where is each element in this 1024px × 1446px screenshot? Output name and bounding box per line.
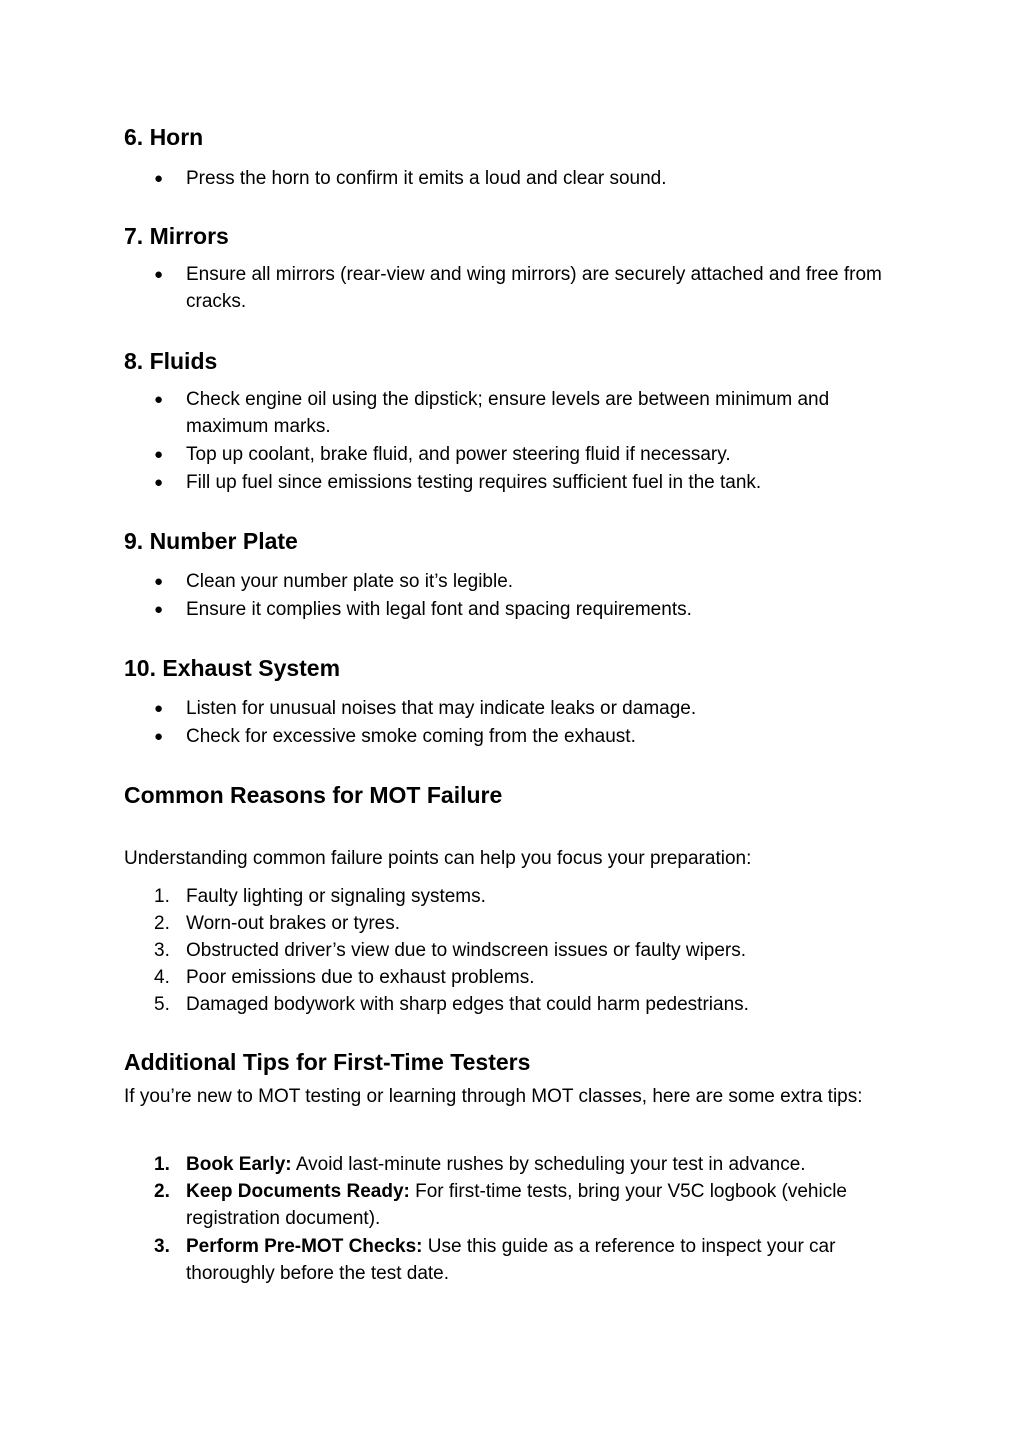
list-text: Worn-out brakes or tyres. (186, 913, 401, 934)
list-item (124, 1178, 894, 1232)
section-heading-fluids: 8. Fluids (124, 348, 218, 374)
list-item: ● Fill up fuel since emissions testing requires sufficient fuel in the tank. (124, 469, 894, 496)
list-item: ● Check engine oil using the dipstick; ensure levels are between minimum and maximum marks. (124, 386, 894, 440)
list-number: 3. (154, 1236, 170, 1257)
list-item: ● Top up coolant, brake fluid, and power steering fluid if necessary. (124, 441, 894, 468)
list-item: ● Ensure it complies with legal font and spacing requirements. (124, 596, 904, 623)
list-item (124, 964, 904, 991)
tip-text: For first-time tests, bring your V5C logbook (vehicle registration document). (186, 1181, 848, 1229)
section-heading-mirrors: 7. Mirrors (124, 223, 229, 249)
list-item (124, 910, 904, 937)
list-item: ● Check for excessive smoke coming from the exhaust. (124, 723, 904, 750)
section-heading-failure: Common Reasons for MOT Failure (124, 782, 503, 808)
tips-intro: If you’re new to MOT testing or learning through MOT classes, here are some extra tips: (124, 1086, 863, 1107)
list-text: Poor emissions due to exhaust problems. (186, 967, 535, 988)
section-heading-horn: 6. Horn (124, 124, 204, 150)
tip-text: Use this guide as a reference to inspect your car thoroughly before the test date. (186, 1236, 836, 1284)
tip-label: Keep Documents Ready: (186, 1181, 410, 1202)
section-heading-number-plate: 9. Number Plate (124, 528, 298, 554)
tip-label: Perform Pre-MOT Checks: (186, 1236, 423, 1257)
list-number: 4. (154, 967, 170, 988)
failure-list (124, 883, 904, 1018)
list-number: 5. (154, 994, 170, 1015)
failure-intro: Understanding common failure points can help you focus your preparation: (124, 848, 752, 869)
list-item: ● Press the horn to confirm it emits a loud and clear sound. (124, 165, 904, 192)
list-number: 3. (154, 940, 170, 961)
mirrors-list (124, 261, 894, 315)
list-text: Faulty lighting or signaling systems. (186, 886, 486, 907)
list-item: ● Ensure all mirrors (rear-view and wing mirrors) are securely attached and free from cracks. (124, 261, 894, 315)
list-text: Damaged bodywork with sharp edges that could harm pedestrians. (186, 994, 749, 1015)
list-item (124, 991, 904, 1018)
exhaust-list (124, 695, 904, 750)
list-item (124, 1233, 894, 1287)
horn-list (124, 165, 904, 192)
list-text: Obstructed driver’s view due to windscreen issues or faulty wipers. (186, 940, 747, 961)
tip-text: Avoid last-minute rushes by scheduling your test in advance. (291, 1154, 806, 1175)
list-number: 1. (154, 1154, 170, 1175)
section-heading-tips: Additional Tips for First-Time Testers (124, 1049, 531, 1075)
fluids-list (124, 386, 894, 496)
number-plate-list (124, 568, 904, 623)
list-item (124, 883, 904, 910)
list-item (124, 1151, 894, 1178)
list-number: 1. (154, 886, 170, 907)
tips-list (124, 1151, 894, 1287)
tip-label: Book Early: (186, 1154, 292, 1175)
list-item: ● Clean your number plate so it’s legible. (124, 568, 904, 595)
section-heading-exhaust: 10. Exhaust System (124, 655, 341, 681)
list-number: 2. (154, 913, 170, 934)
list-item (124, 937, 904, 964)
list-number: 2. (154, 1181, 170, 1202)
list-item: ● Listen for unusual noises that may indicate leaks or damage. (124, 695, 904, 722)
